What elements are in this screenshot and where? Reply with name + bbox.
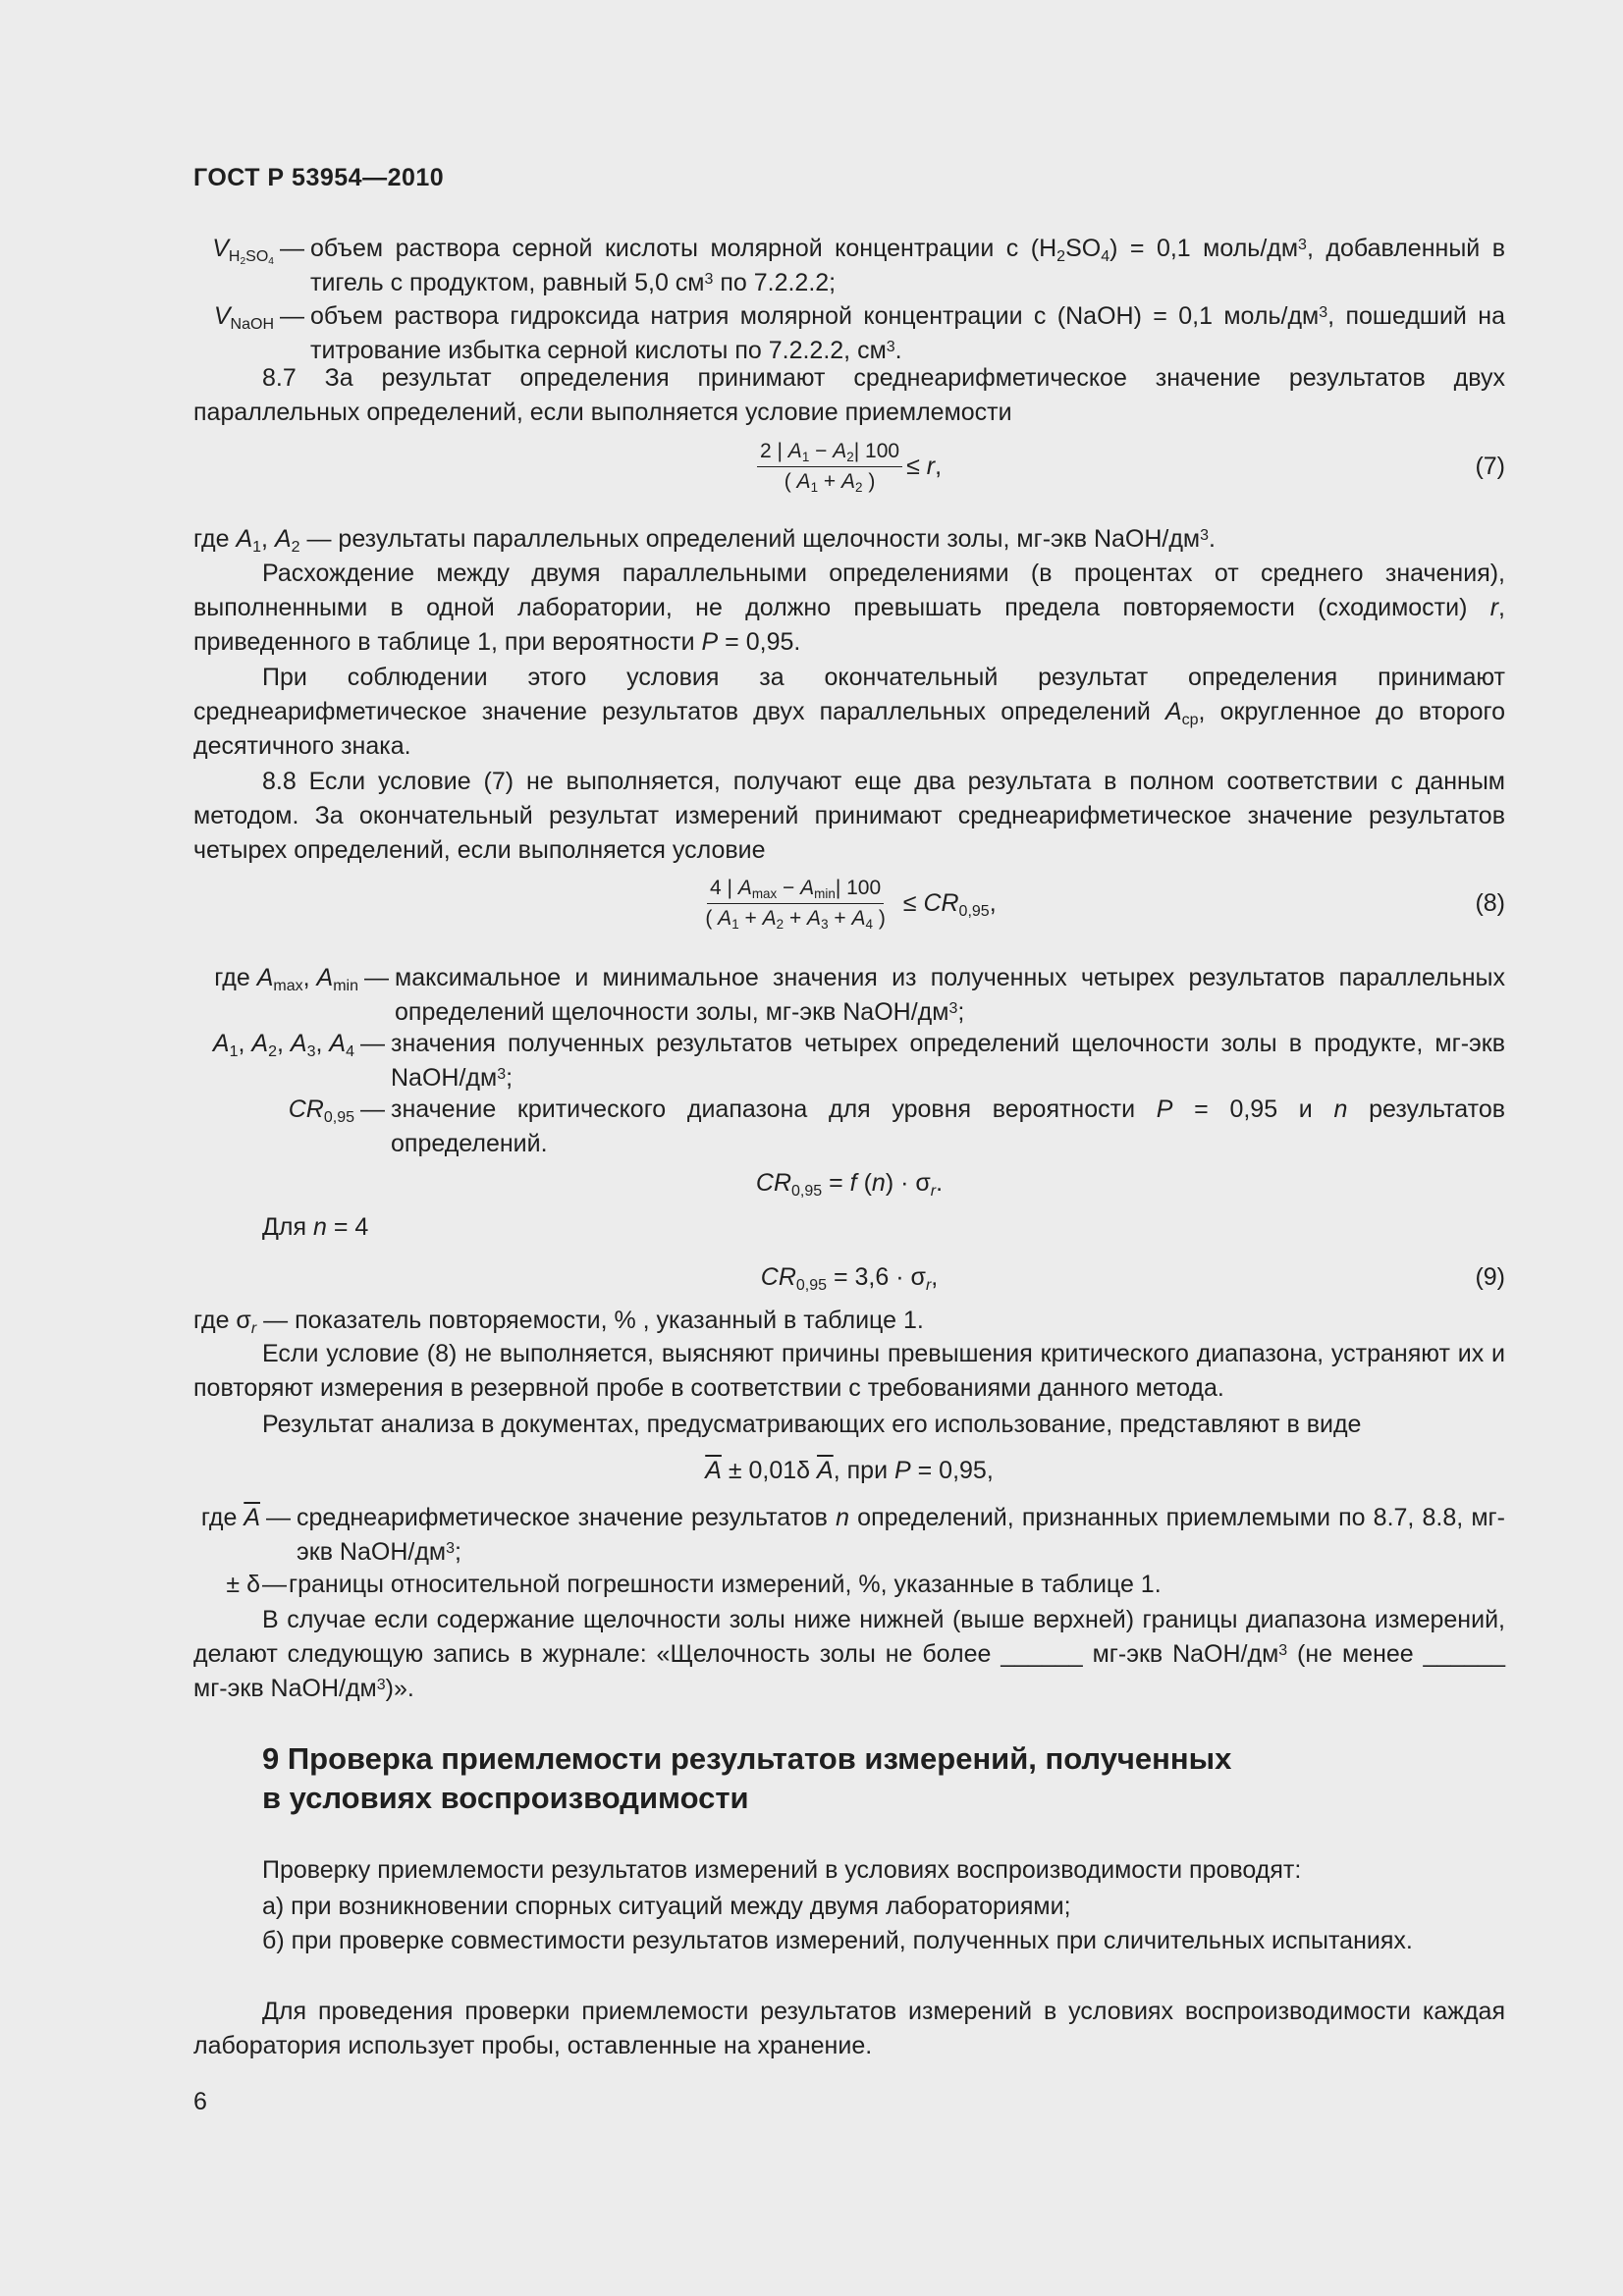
paragraph-if-8: Если условие (8) не выполняется, выясняют причины превышения критического диапазона, устраняют их и повторяют измерения в резервной пробе в соответствии с требованиями данного метода. — [193, 1340, 1505, 1402]
where-sigma: где $\sigma_r$ — показатель повторяемости, % , указанный в таблице 1. — [193, 1307, 924, 1338]
definition-text: среднеарифметическое значение результатов n определений, признанных приемлемыми по 8.7, 8.8, мг-экв NaOH/$дм^3$; — [297, 1504, 1505, 1566]
section-9-item-b: б) при проверке совместимости результатов измерений, полученных при сличительных испытаниях. — [262, 1927, 1413, 1954]
definition-dash: — — [364, 964, 389, 991]
definition-term: $CR_{0,95}$ — [288, 1095, 354, 1127]
numerator: 4 | $A_{max} - A_{min}|$ 100 — [707, 876, 884, 904]
definition-text: объем раствора серной кислоты молярной концентрации с $(H_2SO_4) = 0,1$ моль/$дм^3$, добавленный в тигель с продуктом, равный 5,0 $см^3$ по 7.2.2.2; — [310, 235, 1505, 296]
equation-rhs: ≤ $CR_{0,95}$, — [895, 889, 997, 921]
definition-term: $V_{H_2SO_4}$ — [212, 235, 274, 268]
amax-definitions — [193, 961, 1505, 1161]
for-n-equals-4: Для n = 4 — [262, 1213, 369, 1241]
denominator: ( $A_1 + A_2$ ) — [784, 470, 876, 496]
section-9-item-a: а) при возникновении спорных ситуаций между двумя лабораториями; — [262, 1893, 1071, 1920]
equation-8 — [193, 876, 1505, 932]
paragraph-8-7: 8.7 За результат определения принимают среднеарифметическое значение результатов двух параллельных определений, если выполняется условие приемлемости — [193, 364, 1505, 426]
definition-row — [193, 1027, 1505, 1095]
definition-text: значения полученных результатов четырех определений щелочности золы в продукте, мг-экв NaOH/$дм^3$; — [391, 1030, 1505, 1092]
denominator: ( $A_1 + A_2 + A_3 + A_4$ ) — [705, 907, 886, 933]
equation-body: $CR_{0,95} = 3,6 \cdot \sigma_r$, — [760, 1263, 939, 1295]
definition-term: $A_1$, $A_2$, $A_3$, $A_4$ — [212, 1030, 354, 1061]
paragraph-condition: При соблюдении этого условия за окончательный результат определения принимают среднеарифметическое значение результатов двух параллельных определений $A_{ср}$, округленное до второго десятичного знака. — [193, 664, 1505, 760]
definition-dash: — — [280, 235, 304, 262]
paragraph-low-alkalinity: В случае если содержание щелочности золы ниже нижней (выше верхней) границы диапазона измерений, делают следующую запись в журнале: «Щелочность золы не более ______ мг-экв NaOH/$дм^3$ (не менее ______ мг-экв NaOH/$дм^3$)». — [193, 1606, 1505, 1702]
definition-dash: — — [266, 1504, 291, 1531]
page-number: 6 — [193, 2088, 207, 2115]
equation-number: (7) — [1475, 453, 1505, 480]
definition-text: максимальное и минимальное значения из полученных четырех результатов параллельных определений щелочности золы, мг-экв NaOH/$дм^3$; — [395, 964, 1505, 1026]
definition-term: $V_{NaOH}$ — [213, 302, 274, 334]
equation-body: $\overline{A} \pm 0,01\delta$ $\overline{A}$, при P = 0,95, — [705, 1457, 994, 1484]
section-9-paragraph: Для проведения проверки приемлемости результатов измерений в условиях воспроизводимости каждая лаборатория использует пробы, оставленные на хранение. — [193, 1998, 1505, 2059]
paragraph-8-8: 8.8 Если условие (7) не выполняется, получают еще два результата в полном соответствии с данным методом. За окончательный результат измерений принимают среднеарифметическое значение результатов четырех определений, если выполняется условие — [193, 768, 1505, 864]
definition-term: где $\overline{A}$ — [200, 1504, 260, 1531]
definition-row — [193, 1501, 1505, 1570]
definition-row — [193, 299, 1505, 368]
mean-definitions — [193, 1501, 1505, 1602]
definition-text: границы относительной погрешности измерений, %, указанные в таблице 1. — [289, 1571, 1162, 1598]
numerator: 2 | $A_1 - A_2|$ 100 — [757, 439, 902, 467]
definition-term: где $A_{max}$, $A_{min}$ — [214, 964, 358, 995]
paragraph-difference: Расхождение между двумя параллельными определениями (в процентах от среднего значения), выполненными в одной лаборатории, не должно превышать предела повторяемости (сходимости) r, приведенного в таблице 1, при вероятности P = 0,95. — [193, 560, 1505, 656]
where-a1-a2: где $A_1$, $A_2$ — результаты параллельных определений щелочности золы, мг-экв NaOH/$дм^3$. — [193, 525, 1216, 557]
section-heading-line: в условиях воспроизводимости — [262, 1781, 749, 1815]
definition-text: значение критического диапазона для уровня вероятности P = 0,95 и n результатов определений. — [391, 1095, 1506, 1157]
equation-cr — [193, 1166, 1505, 1201]
equation-rhs: ≤ r, — [906, 453, 943, 480]
equation-number: (8) — [1475, 889, 1505, 917]
definition-term: ± δ — [226, 1571, 260, 1598]
page-header: ГОСТ Р 53954—2010 — [193, 164, 445, 191]
equation-number: (9) — [1475, 1263, 1505, 1291]
definition-text: объем раствора гидроксида натрия молярной концентрации с (NaOH) = 0,1 моль/$дм^3$, пошедший на титрование избытка серной кислоты по 7.2.2.2, $см^3$. — [310, 302, 1505, 364]
volume-definitions — [193, 232, 1505, 368]
definition-dash: — — [280, 302, 304, 330]
definition-row — [193, 1093, 1505, 1161]
equation-result — [193, 1454, 1505, 1488]
definition-row — [193, 1568, 1505, 1602]
definition-dash: — — [360, 1030, 385, 1057]
section-9-intro: Проверку приемлемости результатов измерений в условиях воспроизводимости проводят: — [262, 1856, 1302, 1884]
paragraph-result: Результат анализа в документах, предусматривающих его использование, представляют в виде — [262, 1411, 1362, 1438]
definition-dash: — — [360, 1095, 385, 1123]
section-9-heading — [262, 1739, 1342, 1818]
equation-9 — [193, 1260, 1505, 1295]
equation-body: $CR_{0,95} = f$ $(n) \cdot \sigma_r$. — [755, 1169, 944, 1201]
equation-7 — [193, 439, 1505, 495]
definition-row — [193, 961, 1505, 1030]
fraction — [757, 439, 902, 495]
fraction — [702, 876, 888, 932]
definition-row — [193, 232, 1505, 300]
section-heading-line: 9 Проверка приемлемости результатов измерений, полученных — [262, 1741, 1232, 1776]
definition-dash: — — [262, 1571, 287, 1598]
